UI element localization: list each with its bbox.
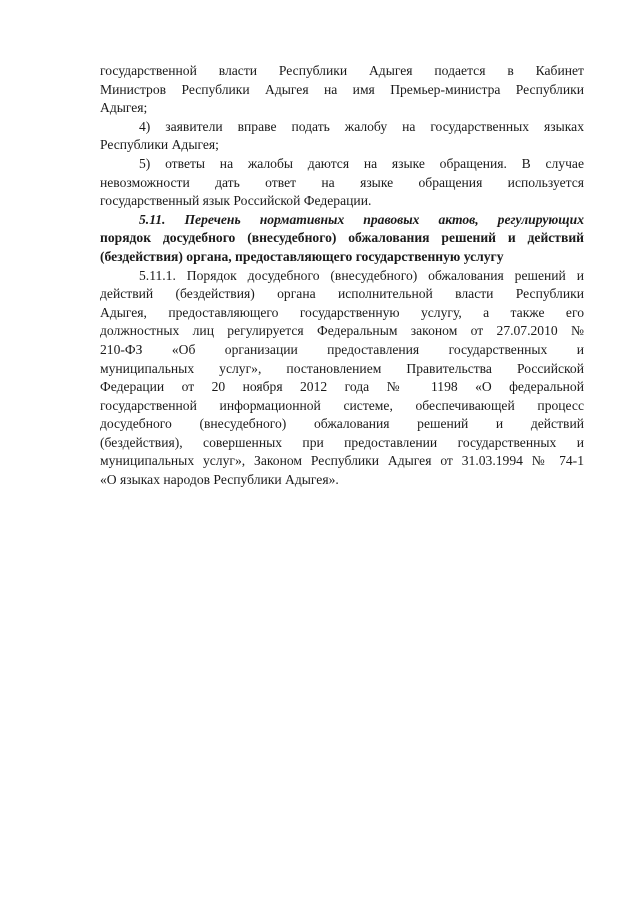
text-line: Адыгея; xyxy=(100,100,148,116)
document-page xyxy=(100,62,584,490)
text-line: 4) заявители вправе подать жалобу на государственных языках xyxy=(139,118,584,134)
text-line: государственной информационной системе, обеспечивающей процесс xyxy=(100,397,584,413)
text-line: 5) ответы на жалобы даются на языке обращения. В случае xyxy=(139,155,584,171)
section-heading-5-11 xyxy=(100,211,584,267)
text-line: Адыгея, предоставляющего государственную услугу, а также его xyxy=(100,304,584,320)
text-line: 210-ФЗ «Об организации предоставления государственных и xyxy=(100,341,584,357)
text-line: Федерации от 20 ноября 2012 года № 1198 «О федеральной xyxy=(100,379,584,395)
text-line: невозможности дать ответ на языке обращения используется xyxy=(100,174,584,190)
text-line: муниципальных услуг», постановлением Правительства Российской xyxy=(100,360,584,376)
text-line: Республики Адыгея; xyxy=(100,137,219,153)
text-line: «О языках народов Республики Адыгея». xyxy=(100,472,339,488)
text-line: Министров Республики Адыгея на имя Премьер-министра Республики xyxy=(100,81,584,97)
text-line: действий (бездействия) органа исполнительной власти Республики xyxy=(100,286,584,302)
text-line: 5.11.1. Порядок досудебного (внесудебного) обжалования решений и xyxy=(139,267,584,283)
heading-line: 5.11. Перечень нормативных правовых актов, регулирующих xyxy=(139,211,584,227)
paragraph-5-11-1 xyxy=(100,267,584,490)
paragraph-item-4 xyxy=(100,118,584,155)
heading-line: порядок досудебного (внесудебного) обжалования решений и действий xyxy=(100,230,584,246)
text-line: досудебного (внесудебного) обжалования решений и действий xyxy=(100,416,584,432)
paragraph-authority-submission xyxy=(100,62,584,118)
text-line: должностных лиц регулируется Федеральным законом от 27.07.2010 № xyxy=(100,323,584,339)
text-line: государственный язык Российской Федерации. xyxy=(100,193,372,209)
text-line: (бездействия), совершенных при предоставлении государственных и xyxy=(100,434,584,450)
text-line: государственной власти Республики Адыгея подается в Кабинет xyxy=(100,63,584,78)
heading-line: (бездействия) органа, предоставляющего государственную услугу xyxy=(100,248,504,264)
paragraph-item-5 xyxy=(100,155,584,211)
text-line: муниципальных услуг», Законом Республики Адыгея от 31.03.1994 № 74-1 xyxy=(100,453,584,469)
